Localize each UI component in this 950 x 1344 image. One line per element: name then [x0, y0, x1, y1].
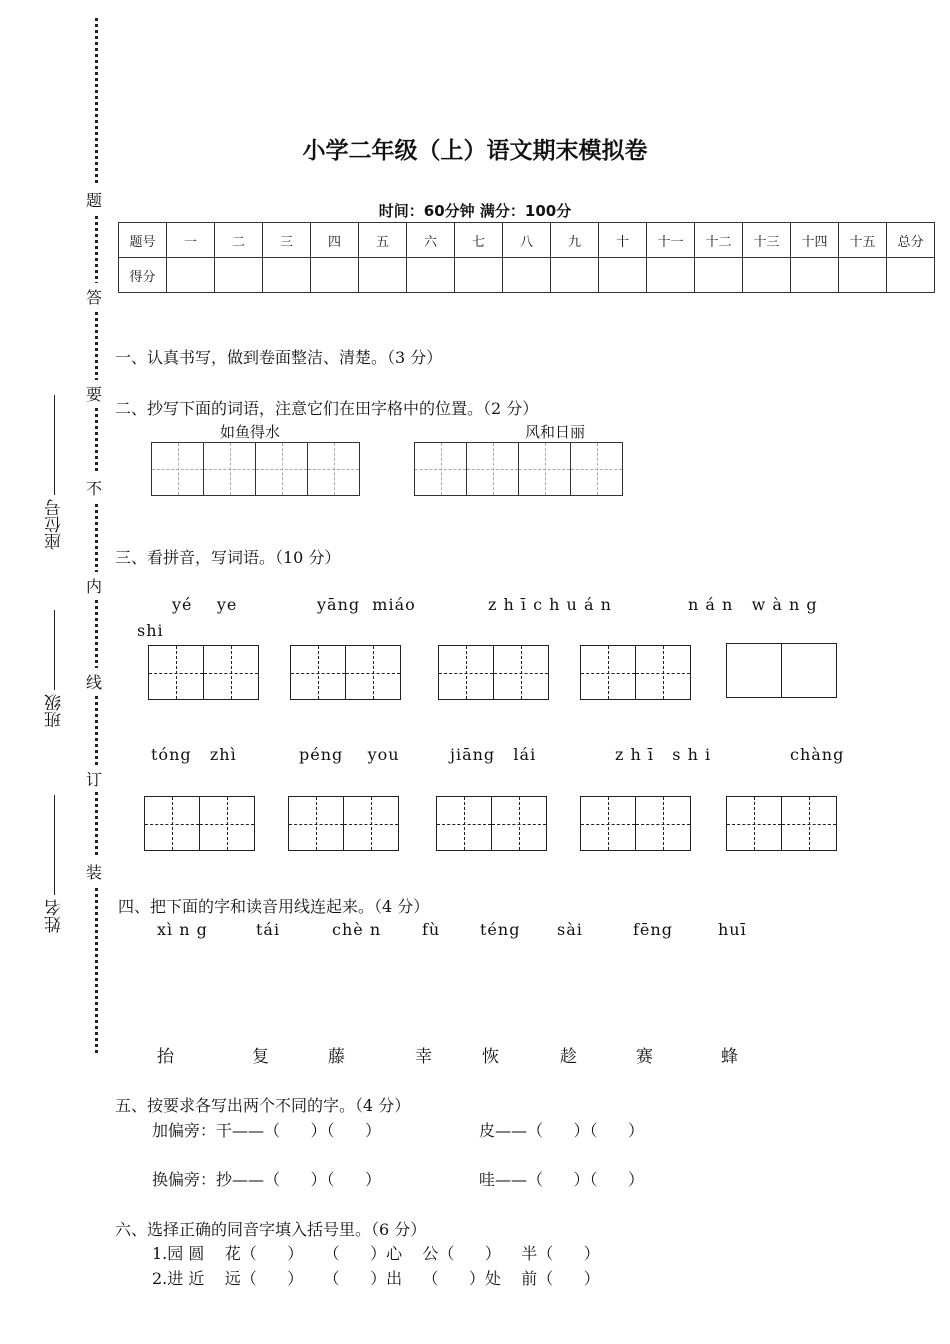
answer-box[interactable] [580, 796, 691, 851]
question-2: 二、抄写下面的词语，注意它们在田字格中的位置。（2 分） [115, 399, 539, 418]
margin-char: 要 [86, 380, 102, 407]
answer-box[interactable] [144, 796, 255, 851]
homophone-line-1[interactable]: 1.园 圆 花（ ） （ ）心 公（ ） 半（ ） [152, 1244, 600, 1263]
char-item[interactable]: 复 [252, 1047, 269, 1067]
score-cell[interactable] [551, 258, 599, 293]
answer-box[interactable] [580, 645, 691, 700]
pinyin-item[interactable]: huī [718, 920, 747, 939]
pinyin-label: péng you [299, 745, 400, 764]
radical-line-2b[interactable]: 哇——（ ）（ ） [479, 1170, 645, 1189]
score-cell[interactable] [455, 258, 503, 293]
pinyin-item[interactable]: fù [422, 920, 441, 939]
answer-box[interactable] [148, 645, 259, 700]
column-header: 五 [359, 223, 407, 258]
question-5: 五、按要求各写出两个不同的字。（4 分） [115, 1096, 411, 1115]
answer-box[interactable] [288, 796, 399, 851]
question-3: 三、看拼音，写词语。（10 分） [115, 548, 341, 567]
tianzige-grid-1[interactable] [151, 442, 360, 496]
radical-line-2a[interactable]: 换偏旁：抄——（ ）（ ） [152, 1170, 382, 1189]
pinyin-item[interactable]: fēng [633, 920, 673, 939]
margin-char: 不 [86, 474, 102, 501]
margin-char: 题 [86, 186, 102, 213]
score-cell[interactable] [311, 258, 359, 293]
row-label: 得分 [119, 258, 167, 293]
column-header: 十一 [647, 223, 695, 258]
copy-word-1: 如鱼得水 [220, 423, 281, 441]
margin-char: 线 [86, 668, 102, 695]
column-header: 三 [263, 223, 311, 258]
column-header: 十四 [791, 223, 839, 258]
copy-word-2: 风和日丽 [525, 423, 586, 441]
char-item[interactable]: 赛 [636, 1047, 653, 1067]
margin-char: 答 [86, 283, 102, 310]
pinyin-label: yé ye [172, 595, 238, 614]
margin-char: 装 [86, 858, 102, 885]
column-header: 十二 [695, 223, 743, 258]
column-header: 七 [455, 223, 503, 258]
score-cell[interactable] [167, 258, 215, 293]
score-cell[interactable] [599, 258, 647, 293]
pinyin-item[interactable]: téng [480, 920, 521, 939]
score-table-row [119, 223, 935, 258]
name-field: 姓名 [42, 795, 67, 933]
answer-box[interactable] [290, 645, 401, 700]
score-cell[interactable] [359, 258, 407, 293]
homophone-line-2[interactable]: 2.进 近 远（ ） （ ）出 （ ）处 前（ ） [152, 1269, 600, 1288]
score-cell[interactable] [695, 258, 743, 293]
column-header: 一 [167, 223, 215, 258]
char-item[interactable]: 藤 [328, 1047, 345, 1067]
char-item[interactable]: 幸 [415, 1047, 432, 1067]
column-header: 二 [215, 223, 263, 258]
column-header: 十 [599, 223, 647, 258]
class-field: 班级 [42, 610, 67, 728]
pinyin-label: z h ī s h i [615, 745, 712, 764]
score-table-row [119, 258, 935, 293]
score-cell[interactable] [215, 258, 263, 293]
question-4: 四、把下面的字和读音用线连起来。（4 分） [118, 897, 430, 916]
column-header: 九 [551, 223, 599, 258]
pinyin-item[interactable]: sài [557, 920, 583, 939]
answer-box[interactable] [436, 796, 547, 851]
column-header: 四 [311, 223, 359, 258]
score-cell[interactable] [887, 258, 935, 293]
radical-line-1a[interactable]: 加偏旁：干——（ ）（ ） [152, 1121, 382, 1140]
pinyin-label: tóng zhì [151, 745, 237, 764]
score-cell[interactable] [647, 258, 695, 293]
question-1: 一、认真书写，做到卷面整洁、清楚。（3 分） [115, 348, 443, 367]
column-header: 六 [407, 223, 455, 258]
binding-dotted-line [95, 18, 98, 1053]
margin-char: 订 [86, 765, 102, 792]
score-cell[interactable] [263, 258, 311, 293]
column-header: 十五 [839, 223, 887, 258]
pinyin-label: z h ī c h u á n [488, 595, 612, 614]
pinyin-item[interactable]: chè n [332, 920, 382, 939]
seat-number-field: 座位号 [42, 395, 67, 550]
score-cell[interactable] [503, 258, 551, 293]
answer-box[interactable] [726, 796, 837, 851]
score-table [118, 222, 935, 293]
score-cell[interactable] [407, 258, 455, 293]
pinyin-item[interactable]: tái [256, 920, 281, 939]
column-header: 八 [503, 223, 551, 258]
margin-char: 内 [86, 572, 102, 599]
pinyin-label: shi [137, 621, 164, 640]
answer-box[interactable] [438, 645, 549, 700]
page-title: 小学二年级（上）语文期末模拟卷 [302, 138, 648, 164]
pinyin-item[interactable]: xì n g [157, 920, 208, 939]
char-item[interactable]: 趁 [560, 1047, 577, 1067]
column-header: 十三 [743, 223, 791, 258]
row-label: 题号 [119, 223, 167, 258]
char-item[interactable]: 蜂 [721, 1047, 738, 1067]
exam-info: 时间：60分钟 满分：100分 [378, 202, 572, 220]
score-cell[interactable] [791, 258, 839, 293]
answer-box[interactable] [726, 643, 837, 698]
radical-line-1b[interactable]: 皮——（ ）（ ） [479, 1121, 645, 1140]
score-cell[interactable] [743, 258, 791, 293]
char-item[interactable]: 抬 [157, 1047, 174, 1067]
tianzige-grid-2[interactable] [414, 442, 623, 496]
pinyin-label: jiāng lái [450, 745, 537, 764]
pinyin-label: n á n w à n g [688, 595, 818, 614]
pinyin-label: chàng [790, 745, 845, 764]
column-header: 总分 [887, 223, 935, 258]
score-cell[interactable] [839, 258, 887, 293]
char-item[interactable]: 恢 [482, 1047, 499, 1067]
question-6: 六、选择正确的同音字填入括号里。（6 分） [115, 1220, 427, 1239]
pinyin-label: yāng miáo [317, 595, 416, 614]
